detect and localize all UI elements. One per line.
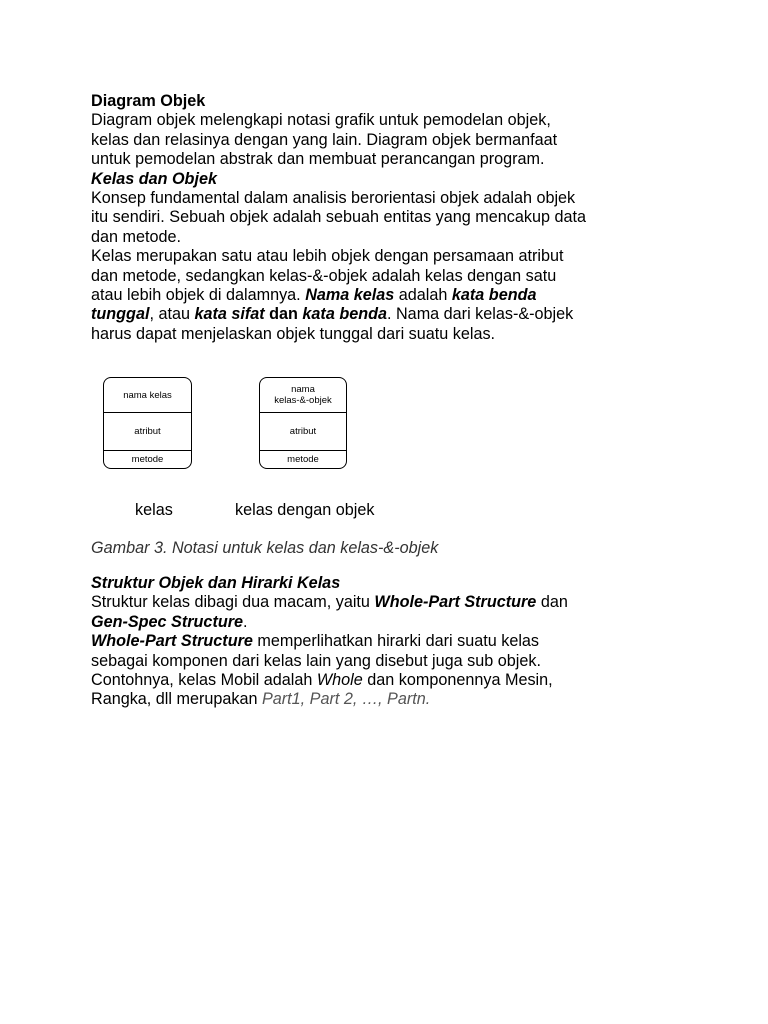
paragraph-line: dan metode, sedangkan kelas-&-objek adalah kelas dengan satu [91,266,557,285]
text-run: . Nama dari kelas-&-objek [387,305,574,324]
figure-caption: Gambar 3. Notasi untuk kelas dan kelas-&-objek [91,539,439,557]
label-kelas: kelas [135,501,173,519]
class-notation-diagram [0,377,768,477]
label-kelas-dengan-objek: kelas dengan objek [235,501,375,519]
heading-diagram-objek: Diagram Objek [91,92,206,110]
paragraph-line: Diagram objek melengkapi notasi grafik untuk pemodelan objek, [91,111,551,130]
text-run: , atau [149,305,195,324]
text-run: dan [536,593,568,612]
class-object-attribute-section: atribut [289,425,317,437]
heading-struktur-objek: Struktur Objek dan Hirarki Kelas [91,574,341,592]
emphasis-kata-benda: kata benda [451,286,537,305]
paragraph-line [91,613,611,632]
section-struktur-objek [91,574,611,710]
paragraph-line [91,593,611,612]
section-diagram-objek [91,92,611,344]
class-object-name-section [260,378,346,412]
paragraph-line: Kelas merupakan satu atau lebih objek dengan persamaan atribut [91,247,564,266]
class-attribute-section: atribut [134,425,161,437]
paragraph-line [91,286,611,305]
emphasis-kata-sifat: kata sifat [194,305,265,324]
class-name-section: nama kelas [123,389,172,401]
paragraph-line: kelas dan relasinya dengan yang lain. Diagram objek bermanfaat [91,130,558,149]
text-run: Struktur kelas dibagi dua macam, yaitu [91,593,375,612]
paragraph-line: itu sendiri. Sebuah objek adalah sebuah entitas yang mencakup data [91,208,586,227]
paragraph-line [91,305,611,324]
text-run: memperlihatkan hirarki dari suatu kelas [252,632,540,651]
emphasis-whole: Whole [316,671,363,690]
paragraph-line: harus dapat menjelaskan objek tunggal dari suatu kelas. [91,324,496,343]
text-run: adalah [394,286,452,305]
emphasis-tunggal: tunggal [91,305,150,324]
class-object-method-section: metode [287,454,319,465]
paragraph-line: dan metode. [91,227,181,246]
emphasis-kata-benda: kata benda [302,305,387,324]
paragraph-line [91,690,611,709]
emphasis-parts: Part1, Part 2, …, Partn. [261,690,431,709]
paragraph-line [91,632,611,651]
emphasis-dan: dan [264,305,303,324]
class-box [103,377,192,469]
name-line: nama [291,384,315,395]
emphasis-nama-kelas: Nama kelas [305,286,395,305]
text-run: Rangka, dll merupakan [91,690,262,709]
emphasis-whole-part: Whole-Part Structure [374,593,537,612]
text-run: dan komponennya Mesin, [362,671,553,690]
name-line: kelas-&-objek [274,395,332,406]
text-run: atau lebih objek di dalamnya. [91,286,306,305]
emphasis-whole-part: Whole-Part Structure [91,632,253,651]
emphasis-gen-spec: Gen-Spec Structure [91,612,244,631]
text-run: . [243,612,248,631]
text-run: Contohnya, kelas Mobil adalah [91,671,317,690]
subheading-kelas-dan-objek: Kelas dan Objek [91,169,217,188]
paragraph-line: sebagai komponen dari kelas lain yang disebut juga sub objek. [91,651,541,670]
paragraph-line: untuk pemodelan abstrak dan membuat perancangan program. [91,150,545,169]
paragraph-line [91,671,611,690]
class-method-section: metode [131,454,164,465]
class-object-box [259,377,347,469]
paragraph-line: Konsep fundamental dalam analisis berorientasi objek adalah objek [91,189,576,208]
